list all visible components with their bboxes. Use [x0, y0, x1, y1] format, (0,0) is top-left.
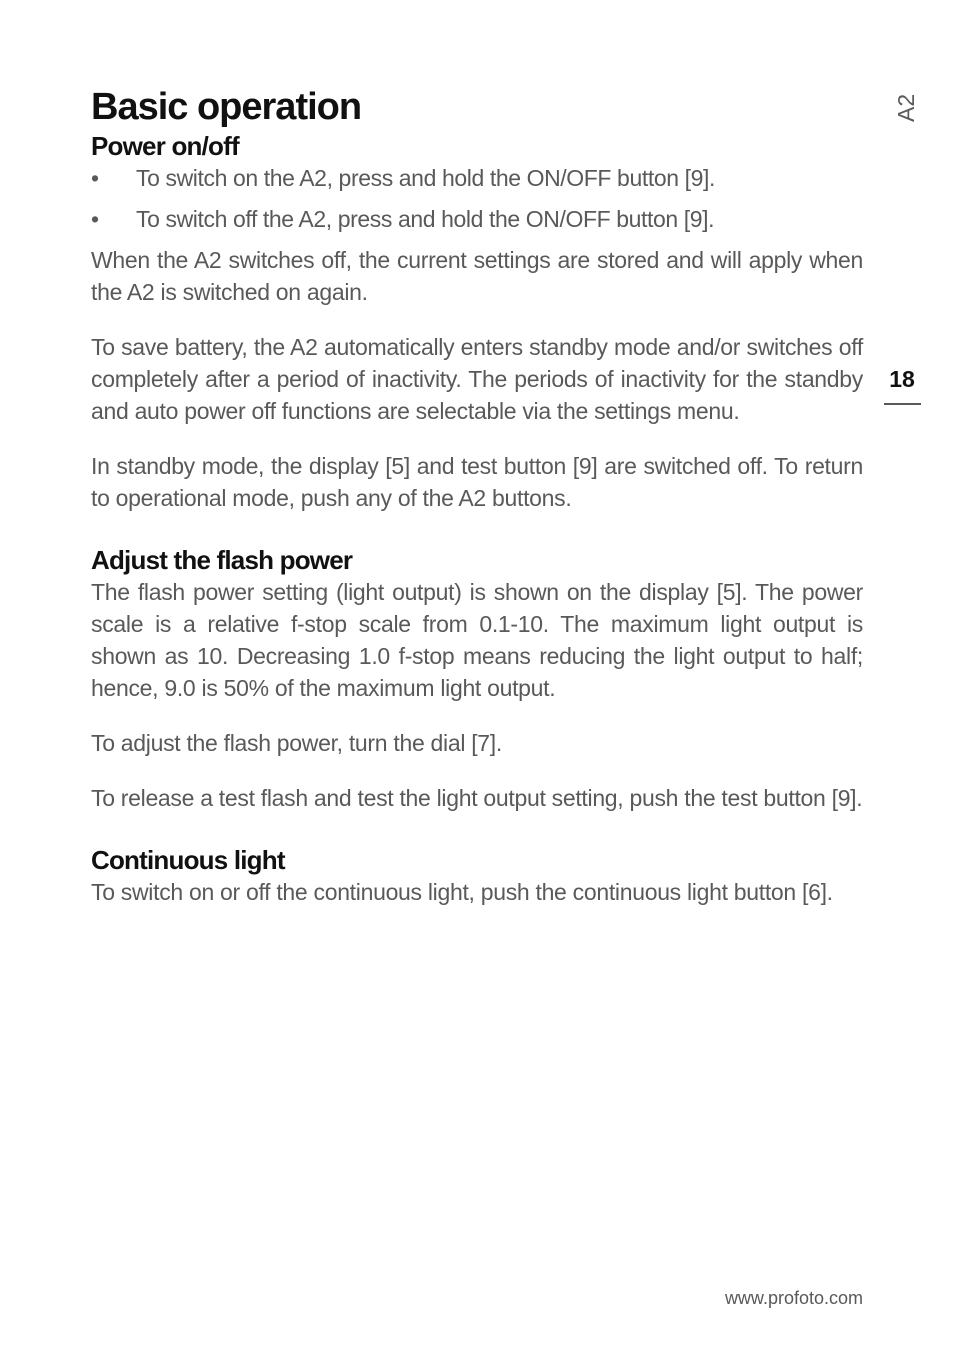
paragraph-settings-stored: When the A2 switches off, the current settings are stored and will apply when the A2 is switched on again. [91, 247, 863, 305]
paragraph-standby-mode: In standby mode, the display [5] and test button [9] are switched off. To return to operational mode, push any of the A2 buttons. [91, 453, 863, 511]
section-heading-continuous-light: Continuous light [91, 845, 285, 875]
list-item [91, 162, 863, 194]
paragraph-test-flash: To release a test flash and test the light output setting, push the test button [9]. [91, 785, 863, 811]
page-number: 18 [889, 366, 915, 392]
bullet-text: To switch on the A2, press and hold the ON/OFF button [9]. [136, 165, 715, 191]
bullet-icon: • [91, 165, 99, 191]
power-bullet-list [91, 162, 863, 235]
bullet-text: To switch off the A2, press and hold the ON/OFF button [9]. [136, 206, 715, 232]
section-heading-power: Power on/off [91, 131, 239, 161]
paragraph-flash-power-scale: The flash power setting (light output) is shown on the display [5]. The power scale is a relative f-stop scale from 0.1-10. The maximum light output is shown as 10. Decreasing 1.0 f-stop means reducing the light output to half; hence, 9.0 is 50% of the maximum light output. [91, 579, 863, 701]
list-item [91, 203, 863, 235]
bullet-icon: • [91, 206, 99, 232]
paragraph-continuous-light: To switch on or off the continuous light, push the continuous light button [6]. [91, 879, 833, 905]
main-content [91, 84, 863, 908]
footer-url: www.profoto.com [724, 1288, 863, 1308]
page-title: Basic operation [91, 86, 362, 128]
paragraph-adjust-dial: To adjust the flash power, turn the dial [7]. [91, 730, 502, 756]
page-number-divider [884, 403, 921, 405]
paragraph-save-battery: To save battery, the A2 automatically enters standby mode and/or switches off completely after a period of inactivity. The periods of inactivity for the standby and auto power off functions are selectable via the settings menu. [91, 334, 863, 424]
section-heading-flash-power: Adjust the flash power [91, 545, 353, 575]
side-model-label: A2 [893, 93, 919, 122]
